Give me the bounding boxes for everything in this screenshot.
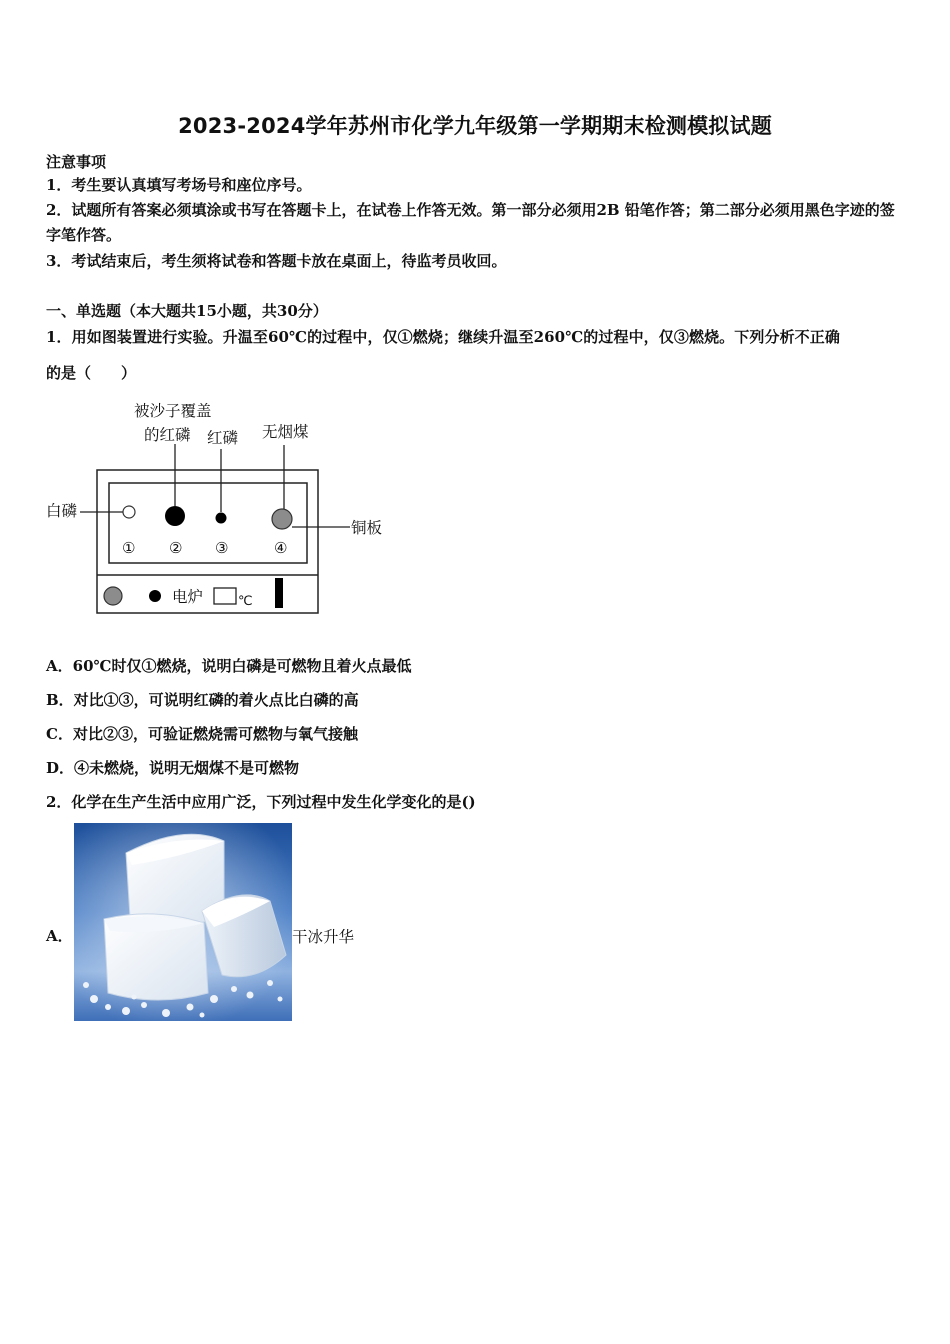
stove-indicator-black: [149, 590, 161, 602]
q2-option-a-letter[interactable]: A．: [46, 927, 73, 945]
stove-label: 电炉: [172, 588, 204, 606]
num-1: ①: [122, 539, 136, 557]
temperature-display: [214, 588, 236, 604]
label-coal: 无烟煤: [262, 423, 309, 441]
label-sand-2: 的红磷: [144, 426, 191, 444]
q2-stem: 2．化学在生产生活中应用广泛，下列过程中发生化学变化的是(): [46, 793, 476, 811]
notice-item-2: 2．试题所有答案必须填涂或书写在答题卡上，在试卷上作答无效。第一部分必须用2B 铅笔作答；第二部分必须用黑色字迹的签字笔作答。: [46, 201, 895, 244]
covered-red-phosphorus-sample: [165, 506, 185, 526]
q1-stem-line1: 1．用如图装置进行实验。升温至60℃的过程中，仅①燃烧；继续升温至260℃的过程中，仅③燃烧。下列分析不正确: [46, 328, 840, 346]
label-sand-1: 被沙子覆盖: [134, 402, 212, 420]
label-white: 白磷: [46, 502, 78, 520]
num-2: ②: [169, 539, 183, 557]
label-red: 红磷: [207, 429, 239, 447]
num-3: ③: [215, 539, 229, 557]
stove-switch: [275, 578, 283, 608]
q1-option-b[interactable]: B．对比①③，可说明红磷的着火点比白磷的高: [46, 691, 359, 709]
q1-diagram: [40, 395, 400, 625]
stove-unit: ℃: [238, 594, 253, 609]
white-phosphorus-sample: [123, 506, 135, 518]
q1-option-d[interactable]: D．④未燃烧，说明无烟煤不是可燃物: [46, 759, 300, 777]
num-4: ④: [274, 539, 288, 557]
notice-item-3: 3．考试结束后，考生须将试卷和答题卡放在桌面上，待监考员收回。: [46, 252, 507, 270]
section-heading: 一、单选题（本大题共15小题，共30分）: [46, 302, 328, 320]
page-title: 2023-2024学年苏州市化学九年级第一学期期末检测模拟试题: [178, 114, 772, 138]
dry-ice-photo: [74, 823, 292, 1021]
notice-heading: 注意事项: [46, 153, 107, 171]
notice-item-1: 1．考生要认真填写考场号和座位序号。: [46, 176, 312, 194]
q1-option-a[interactable]: A．60℃时仅①燃烧，说明白磷是可燃物且着火点最低: [46, 657, 412, 675]
red-phosphorus-sample: [216, 513, 227, 524]
q1-stem-line2: 的是（ ）: [46, 364, 137, 382]
q2-option-a-text: 干冰升华: [292, 928, 355, 946]
stove-knob-grey: [104, 587, 122, 605]
label-copper: 铜板: [351, 519, 383, 537]
anthracite-sample: [272, 509, 292, 529]
q1-option-c[interactable]: C．对比②③，可验证燃烧需可燃物与氧气接触: [46, 725, 358, 743]
